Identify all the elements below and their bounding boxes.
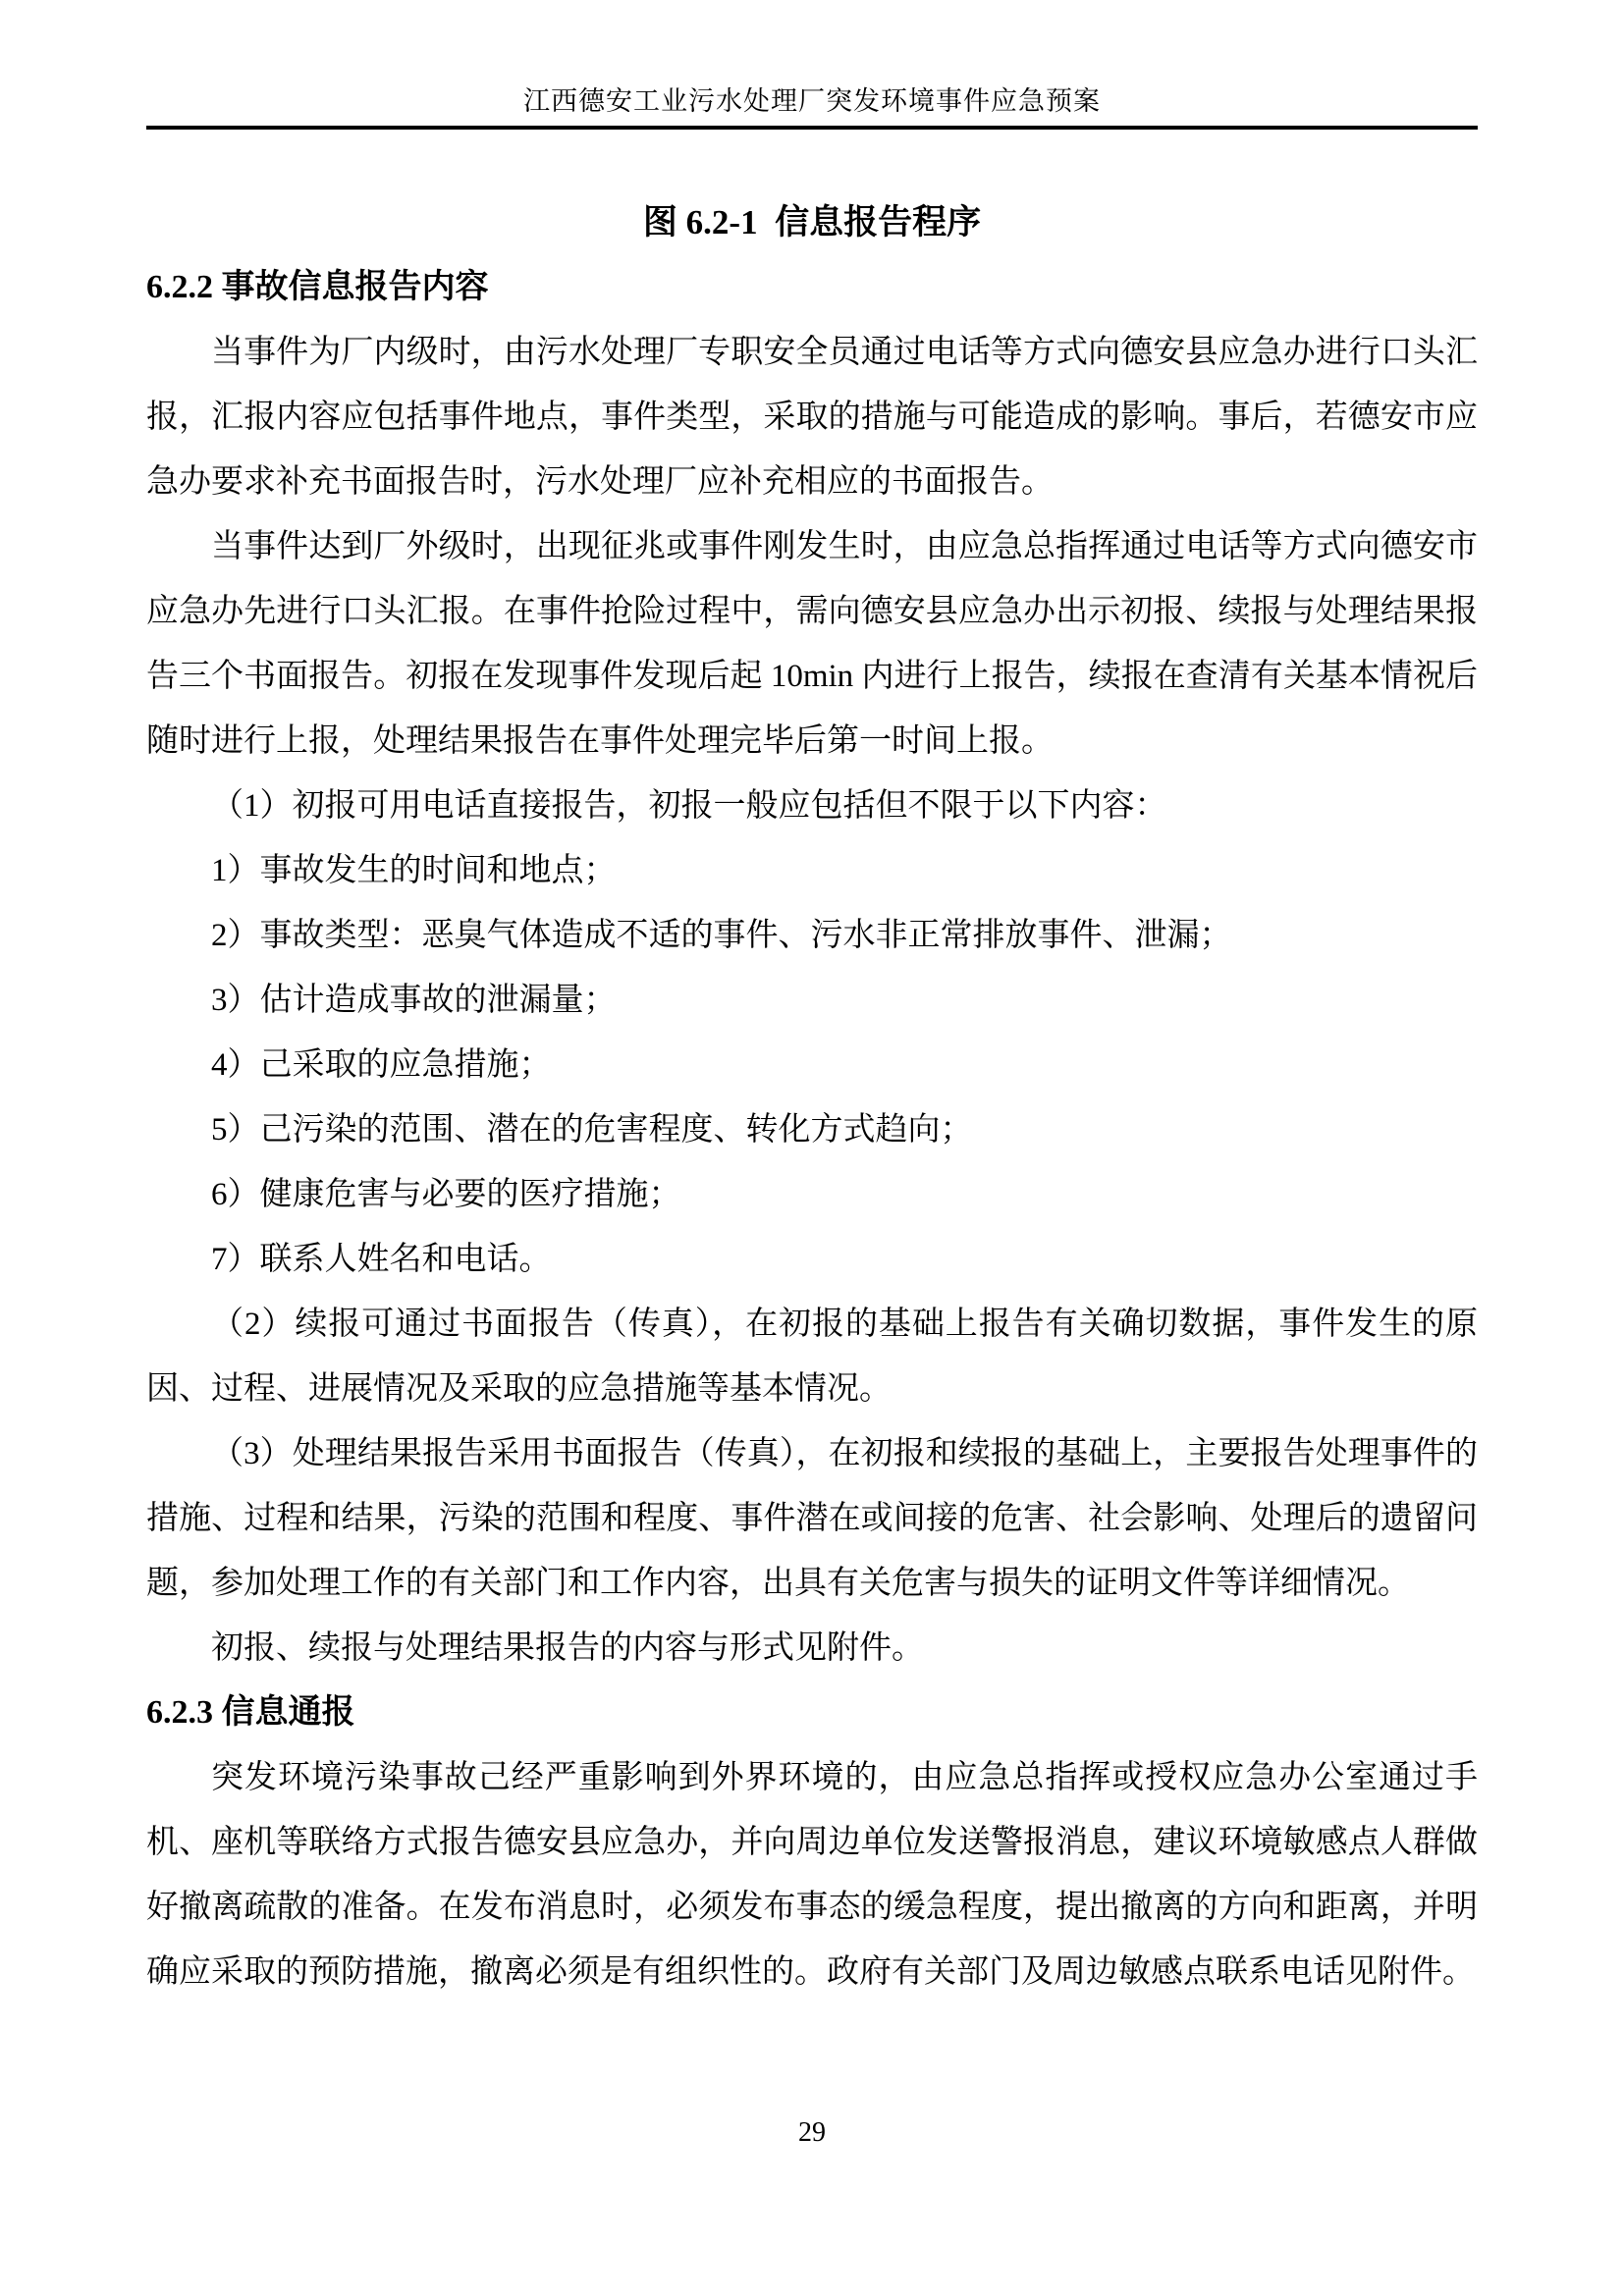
page-header [146, 0, 1478, 130]
document-body [146, 190, 1478, 2004]
paragraph-plant-level-report: 当事件为厂内级时，由污水处理厂专职安全员通过电话等方式向德安县应急办进行口头汇报，汇报内容应包括事件地点，事件类型，采取的措施与可能造成的影响。事后，若德安市应急办要求补充书面报告时，污水处理厂应补充相应的书面报告。 [146, 335, 1478, 500]
initial-report-intro: （1）初报可用电话直接报告，初报一般应包括但不限于以下内容： [211, 788, 1167, 824]
section-heading-622: 6.2.2 事故信息报告内容 [146, 269, 489, 305]
initial-report-item-4: 4）己采取的应急措施； [211, 1047, 552, 1083]
page-number: 29 [798, 2117, 826, 2148]
notification-paragraph: 突发环境污染事故己经严重影响到外界环境的，由应急总指挥或授权应急办公室通过手机、座机等联络方式报告德安县应急办，并向周边单位发送警报消息，建议环境敏感点人群做好撤离疏散的准备。在发布消息时，必须发布事态的缓急程度，提出撤离的方向和距离，并明确应采取的预防措施，撤离必须是有组织性的。政府有关部门及周边敏感点联系电话见附件。 [146, 1760, 1478, 1990]
attachment-note: 初报、续报与处理结果报告的内容与形式见附件。 [211, 1630, 924, 1666]
initial-report-item-3: 3）估计造成事故的泄漏量； [211, 983, 617, 1018]
followup-report-paragraph: （2）续报可通过书面报告（传真），在初报的基础上报告有关确切数据，事件发生的原因、过程、进展情况及采取的应急措施等基本情况。 [146, 1307, 1478, 1407]
section-heading-623: 6.2.3 信息通报 [146, 1694, 355, 1731]
result-report-paragraph: （3）处理结果报告采用书面报告（传真），在初报和续报的基础上，主要报告处理事件的措施、过程和结果，污染的范围和程度、事件潜在或间接的危害、社会影响、处理后的遗留问题，参加处理工作的有关部门和工作内容，出具有关危害与损失的证明文件等详细情况。 [146, 1436, 1478, 1601]
initial-report-item-5: 5）己污染的范围、潜在的危害程度、转化方式趋向； [211, 1112, 973, 1148]
initial-report-item-7: 7）联系人姓名和电话。 [211, 1242, 552, 1277]
initial-report-item-6: 6）健康危害与必要的医疗措施； [211, 1177, 681, 1212]
paragraph-offsite-level-report: 当事件达到厂外级时，出现征兆或事件刚发生时，由应急总指挥通过电话等方式向德安市应急办先进行口头汇报。在事件抢险过程中，需向德安县应急办出示初报、续报与处理结果报告三个书面报告。初报在发现事件发现后起 10min 内进行上报告，续报在查清有关基本情祝后随时进行上报，处理结果报告在事件处理完毕后第一时间上报。 [146, 529, 1478, 759]
figure-caption: 图 6.2-1 信息报告程序 [642, 203, 982, 241]
header-title: 江西德安工业污水处理厂突发环境事件应急预案 [523, 86, 1101, 116]
initial-report-item-2: 2）事故类型：恶臭气体造成不适的事件、污水非正常排放事件、泄漏； [211, 918, 1232, 953]
initial-report-item-1: 1）事故发生的时间和地点； [211, 853, 617, 888]
